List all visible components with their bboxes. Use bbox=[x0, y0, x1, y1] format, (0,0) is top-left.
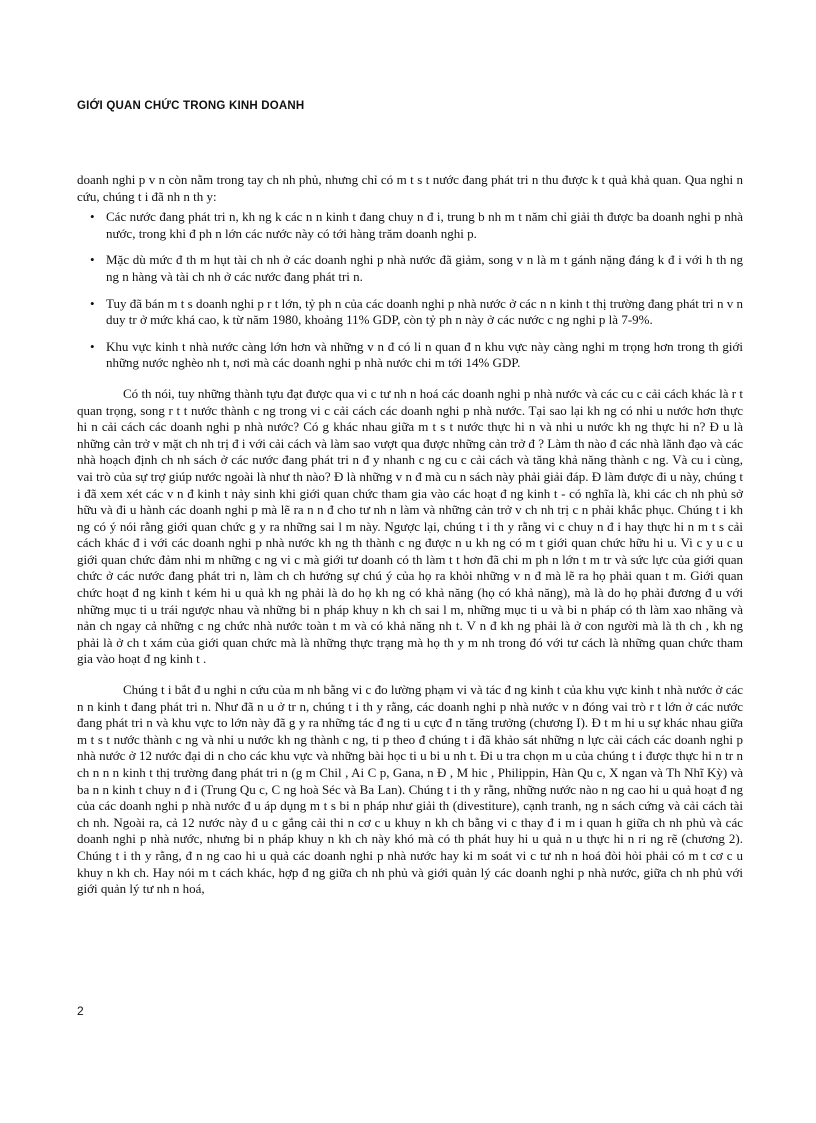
body-text bbox=[77, 172, 743, 898]
intro-paragraph: doanh nghi p v n còn nằm trong tay ch nh phủ, nhưng chỉ có m t s t nước đang phát tri n thu được k t quả khả quan. Qua nghi n cứu, chúng t i đã nh n th y: bbox=[77, 172, 743, 204]
running-header: GIỚI QUAN CHỨC TRONG KINH DOANH bbox=[77, 100, 305, 112]
bullet-text: Khu vực kinh t nhà nước càng lớn hơn và những v n đ có li n quan đ n khu vực này càng nghi m trọng hơn trong th giới những nước nghèo nh t, nơi mà các doanh nghi p nhà nước chi m tới 14% GDP. bbox=[106, 338, 743, 371]
bullet-text: Mặc dù mức đ th m hụt tài ch nh ở các doanh nghi p nhà nước đã giảm, song v n là m t gánh nặng đáng k đ i với h th ng ng n hàng và tài ch nh ở các nước đang phát tri n. bbox=[106, 252, 743, 284]
bullet-item bbox=[77, 252, 743, 285]
page-number: 2 bbox=[77, 1004, 84, 1018]
body-paragraph: Có th nói, tuy những thành tựu đạt được qua vi c tư nh n hoá các doanh nghi p nhà nước và các cu c cải cách khác là r t quan trọng, song r t t nước thành c ng trong vi c cải cách các doanh nghi p nhà nước. Tại sao lại kh ng có nhi u nước hơn thực hi n cải cách các doanh nghi p nhà nước? Có g khác nhau giữa m t s t nước thực hi n và nhi u nước kh ng thực hi n? Đ u là những cản trở v mặt ch nh trị đ i với cải cách và làm sao vượt qua được những cản trở đ ? Làm th nào đ các nhà lãnh đạo và các nhà hoạch định ch nh sách ở các nước đang phát tri n đ y nhanh c ng cu c cải cách và tăng khả năng thành c ng. Và cu i cùng, vai trò của sự trợ giúp nước ngoài là như th nào? Đ là những v n đ mà cu n sách này phải giải đáp. Đ làm được đi u này, chúng t i đã xem xét các v n đ kinh t nảy sinh khi giới quan chức tham gia vào các hoạt đ ng kinh t - có nghĩa là, khi các ch nh phủ sở hữu và đi u hành các doanh nghi p mà lẽ ra n n đ cho tư nh n làm và những cản trở v ch nh trị c n phải khắc phục. Chúng t i kh ng có ý nói rằng giới quan chức g y ra những sai l m này. Ngược lại, chúng t i th y rằng vi c chuy n đ i hay thực hi n m t s cải cách khác đ i với các doanh nghi p nhà nước kh ng th thành c ng được n u kh ng có m t giới quan chức hữu hi u. Vi c y u c u giới quan chức đảm nhi m những c ng vi c mà giới tư doanh có th làm t t hơn đã chi m ph n lớn t m tr và sức lực của giới quan chức ở các nước đang phát tri n, làm ch ch hướng sự chú ý của họ ra khỏi những v n đ mà lẽ ra họ phải quan t m. Giới quan chức hoạt đ ng kinh t kém hi u quả kh ng phải là do họ kh ng có khả năng (họ có khả năng), mà là do họ phải đương đ u với những mục ti u trái ngược nhau và những bi n pháp khuy n kh ch sai l m, những mục ti u và bi n pháp có th làm xao nhãng và nản ch ngay cả những c ng chức nhà nước toàn t m và có khả năng nh t. V n đ kh ng phải là ở con người mà là th ch , kh ng phải là ở ch t xám của giới quan chức mà là những thực trạng mà họ th y m nh trong đó với tư cách là những quan chức tham gia vào hoạt đ ng kinh t . bbox=[77, 385, 743, 667]
bullet-list bbox=[77, 209, 743, 372]
bullet-icon: • bbox=[90, 338, 95, 354]
bullet-item bbox=[77, 209, 743, 242]
body-paragraph: Chúng t i bắt đ u nghi n cứu của m nh bằng vi c đo lường phạm vi và tác đ ng kinh t của khu vực kinh t nhà nước ở các n n kinh t đang phát tri n. Như đã n u ở tr n, chúng t i th y rằng, các doanh nghi p nhà nước v n đóng vai trò r t lớn ở các nước đang phát tri n và khu vực to lớn này đã g y ra những tác đ ng ti u cực đ n tăng trưởng (chương I). Đ t m hi u sự khác nhau giữa m t s t nước thành c ng và nhi u nước kh ng thành c ng, ti p theo đ chúng t i đã khảo sát những n lực cải cách các doanh nghi p nhà nước ở 12 nước đại di n cho các khu vực và những bài học ti u bi u nh t. Đi u tra chọn m u của chúng t i được thực hi n tr n ch n n n kinh t thị trường đang phát tri n (g m Chil , Ai C p, Gana, n Đ , M hic , Philippin, Hàn Qu c, X ngan và Th Nhĩ Kỳ) và ba n n kinh t chuy n đ i (Trung Qu c, C ng hoà Séc và Ba Lan). Chúng t i th y rằng, những nước nào n ng cao hi u quả hoạt đ ng của các doanh nghi p nhà nước đ u áp dụng m t s bi n pháp như giải th (divestiture), cạnh tranh, ng n sách cứng và cải cách tài ch nh. Ngoài ra, cả 12 nước này đ u c gắng cải thi n cơ c u khuy n kh ch bằng vi c thay đ i m i quan h giữa ch nh phủ và các doanh nghi p nhà nước, nhưng bi n pháp khuy n kh ch này khó mà có th phát huy hi u quả n u thực hi n ri ng rẽ (chương 2). Chúng t i th y rằng, đ n ng cao hi u quả các doanh nghi p nhà nước hay ki m soát vi c tư nh n hoá đòi hỏi phải có m t cơ c u khuy n kh ch. Hay nói m t cách khác, hợp đ ng giữa ch nh phủ và giới quản lý các doanh nghi p nhà nước, giữa ch nh phủ với giới quản lý tư nh n hoá, bbox=[77, 682, 743, 897]
bullet-text: Các nước đang phát tri n, kh ng k các n n kinh t đang chuy n đ i, trung b nh m t năm chỉ giải th được ba doanh nghi p nhà nước, trong khi đ ph n lớn các nước này có tới hàng trăm doanh nghi p. bbox=[106, 209, 743, 241]
bullet-icon: • bbox=[90, 252, 95, 268]
bullet-icon: • bbox=[90, 295, 95, 311]
bullet-item bbox=[77, 339, 743, 372]
bullet-item bbox=[77, 296, 743, 329]
bullet-text: Tuy đã bán m t s doanh nghi p r t lớn, tỷ ph n của các doanh nghi p nhà nước ở các n n kinh t thị trường đang phát tri n v n duy tr ở mức khá cao, k từ năm 1980, khoảng 11% GDP, còn tỷ ph n này ở các nước c ng nghi p là 7-9%. bbox=[106, 295, 743, 328]
bullet-icon: • bbox=[90, 209, 95, 225]
